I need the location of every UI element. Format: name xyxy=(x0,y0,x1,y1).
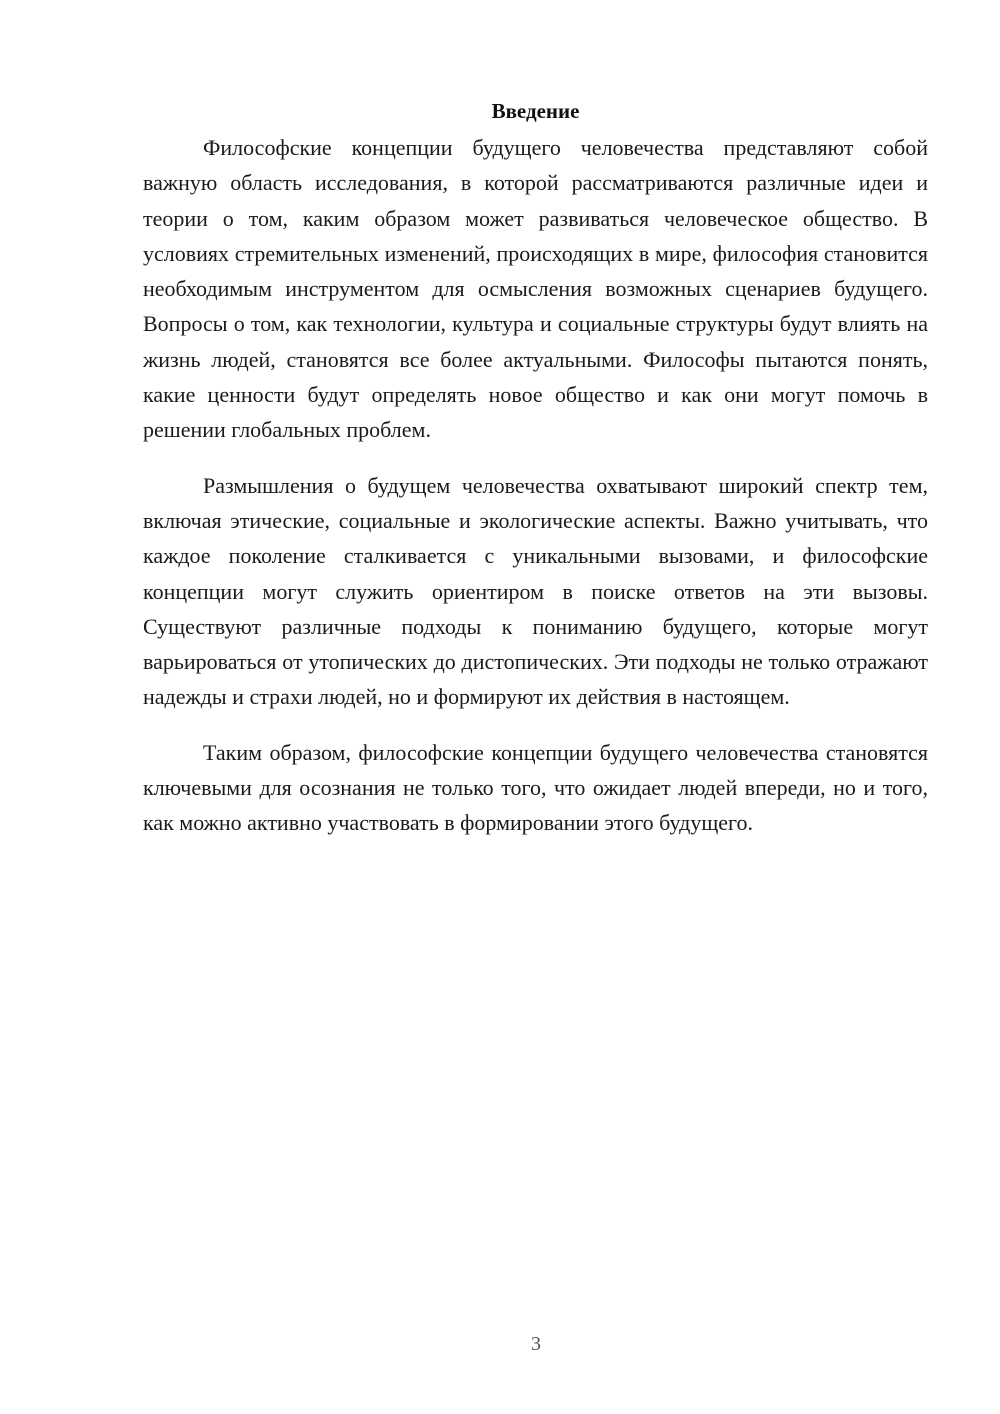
section-title: Введение xyxy=(491,99,580,123)
paragraph-3: Таким образом, философские концепции будущего человечества становятся ключевыми для осознания не только того, что ожидает людей впереди, но и того, как можно активно участвовать в формировании этого будущего. xyxy=(143,739,928,836)
page-content xyxy=(143,96,928,861)
page-number: 3 xyxy=(531,1333,541,1355)
paragraph-2: Размышления о будущем человечества охватывают широкий спектр тем, включая этические, социальные и экологические аспекты. Важно учитывать, что каждое поколение сталкивается с уникальными вызовами, и философские концепции могут служить ориентиром в поиске ответов на эти вызовы. Существуют различные подходы к пониманию будущего, которые могут варьироваться от утопических до дистопических. Эти подходы не только отражают надежды и страхи людей, но и формируют их действия в настоящем. xyxy=(143,472,928,710)
paragraph-1: Философские концепции будущего человечества представляют собой важную область исследования, в которой рассматриваются различные идеи и теории о том, каким образом может развиваться человеческое общество. В условиях стремительных изменений, происходящих в мире, философия становится необходимым инструментом для осмысления возможных сценариев будущего. Вопросы о том, как технологии, культура и социальные структуры будут влиять на жизнь людей, становятся все более актуальными. Философы пытаются понять, какие ценности будут определять новое общество и как они могут помочь в решении глобальных проблем. xyxy=(143,135,928,443)
